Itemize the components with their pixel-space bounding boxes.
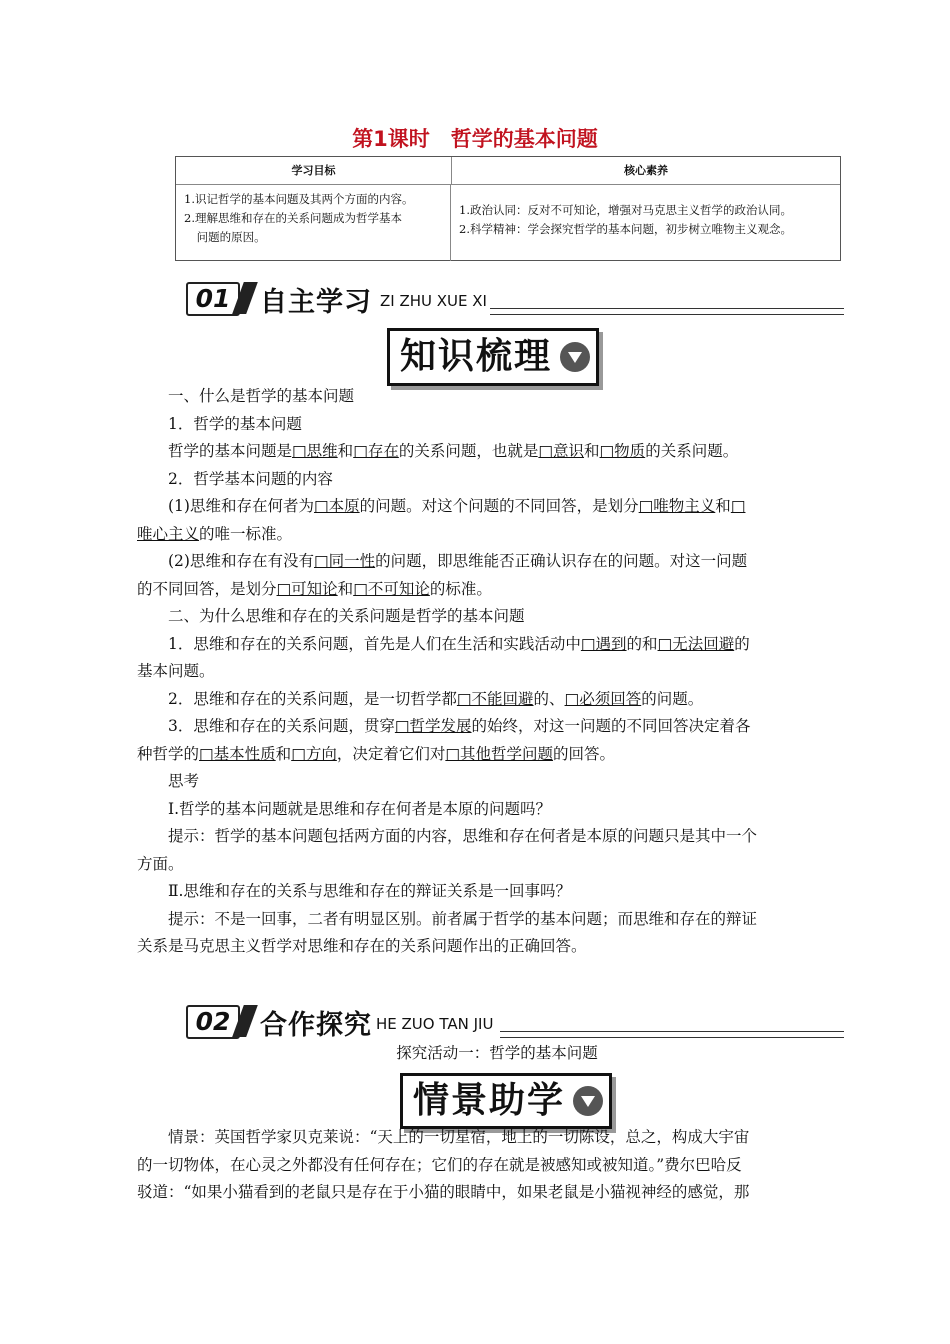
scenario-line: 驳道：“如果小猫看到的老鼠只是存在于小猫的眼睛中，如果老鼠是小猫视神经的感觉，那 xyxy=(137,1183,750,1201)
learning-goals-list xyxy=(176,185,451,261)
learning-goal-item: 1.识记哲学的基本问题及其两个方面的内容。 xyxy=(184,192,414,206)
learning-goal-item: 2.理解思维和存在的关系问题成为哲学基本 xyxy=(184,211,402,225)
heading-1: 一、什么是哲学的基本问题 xyxy=(168,387,355,405)
page-title: 第1课时 哲学的基本问题 xyxy=(352,127,598,151)
knowledge-content xyxy=(137,383,817,961)
subheading: 1．哲学的基本问题 xyxy=(168,414,302,433)
scenario-box-title xyxy=(400,1073,612,1129)
core-literacy-item: 2.科学精神：学会探究哲学的基本问题，初步树立唯物主义观念。 xyxy=(459,222,792,236)
think-label: 思考 xyxy=(168,772,200,790)
section-number: 02 xyxy=(186,1005,240,1039)
paragraph: 2．思维和存在的关系问题，是一切哲学都□不能回避的、□必须回答的问题。 xyxy=(168,689,704,708)
paragraph: 1．思维和存在的关系问题，首先是人们在生活和实践活动中□遇到的和□无法回避的 xyxy=(168,634,750,653)
answer-cont: 关系是马克思主义哲学对思维和存在的关系问题作出的正确回答。 xyxy=(137,937,587,955)
scenario-line: 的一切物体，在心灵之外都没有任何存在；它们的存在就是被感知或被知道。”费尔巴哈反 xyxy=(137,1155,742,1174)
down-triangle-icon xyxy=(560,342,590,372)
paragraph: (1)思维和存在何者为□本原的问题。对这个问题的不同回答，是划分□唯物主义和□ xyxy=(168,497,746,515)
answer: 提示：哲学的基本问题包括两方面的内容，思维和存在何者是本原的问题只是其中一个 xyxy=(168,827,758,845)
section-title: 自主学习 xyxy=(260,287,372,318)
paragraph-cont: 唯心主义的唯一标准。 xyxy=(137,524,293,543)
paragraph-cont: 基本问题。 xyxy=(137,662,215,680)
core-literacy-item: 1.政治认同：反对不可知论，增强对马克思主义哲学的政治认同。 xyxy=(459,203,792,217)
learning-goal-item: 问题的原因。 xyxy=(196,230,266,244)
knowledge-box-title xyxy=(387,328,599,386)
section-pinyin: ZI ZHU XUE XI xyxy=(380,292,487,310)
learning-goals-header: 学习目标 xyxy=(176,157,452,184)
scenario-content xyxy=(137,1124,817,1207)
section-header-self-study xyxy=(180,280,844,316)
section-rule xyxy=(500,1031,844,1038)
section-title: 合作探究 xyxy=(260,1010,372,1041)
paragraph: 哲学的基本问题是□思维和□存在的关系问题，也就是□意识和□物质的关系问题。 xyxy=(168,442,739,460)
paragraph-cont: 种哲学的□基本性质和□方向，决定着它们对□其他哲学问题的回答。 xyxy=(137,744,616,763)
answer-cont: 方面。 xyxy=(137,854,184,873)
down-triangle-icon xyxy=(573,1086,603,1116)
core-literacy-header: 核心素养 xyxy=(624,164,668,177)
goals-table xyxy=(175,156,841,261)
section-rule xyxy=(490,308,844,315)
activity-title: 探究活动一：哲学的基本问题 xyxy=(396,1044,598,1062)
question: Ⅱ.思维和存在的关系与思维和存在的辩证关系是一回事吗？ xyxy=(168,882,571,900)
question: Ⅰ.哲学的基本问题就是思维和存在何者是本原的问题吗？ xyxy=(168,799,552,818)
section-pinyin: HE ZUO TAN JIU xyxy=(376,1015,494,1033)
section-number: 01 xyxy=(186,282,240,316)
paragraph: 3．思维和存在的关系问题，贯穿□哲学发展的始终，对这一问题的不同回答决定着各 xyxy=(168,717,751,735)
scenario-line: 情景：英国哲学家贝克莱说：“天上的一切星宿，地上的一切陈设，总之，构成大宇宙 xyxy=(168,1128,750,1146)
goals-table-header xyxy=(176,157,840,185)
core-literacy-list xyxy=(451,185,840,261)
paragraph-cont: 的不同回答，是划分□可知论和□不可知论的标准。 xyxy=(137,579,492,598)
paragraph: (2)思维和存在有没有□同一性的问题，即思维能否正确认识存在的问题。对这一问题 xyxy=(168,552,748,570)
scenario-box-label: 情景助学 xyxy=(413,1080,566,1121)
answer: 提示：不是一回事，二者有明显区别。前者属于哲学的基本问题；而思维和存在的辩证 xyxy=(168,909,758,928)
section-header-cooperative xyxy=(180,1003,844,1039)
heading-2: 二、为什么思维和存在的关系问题是哲学的基本问题 xyxy=(168,607,525,625)
subheading: 2．哲学基本问题的内容 xyxy=(168,469,333,488)
knowledge-box-label: 知识梳理 xyxy=(400,336,553,377)
